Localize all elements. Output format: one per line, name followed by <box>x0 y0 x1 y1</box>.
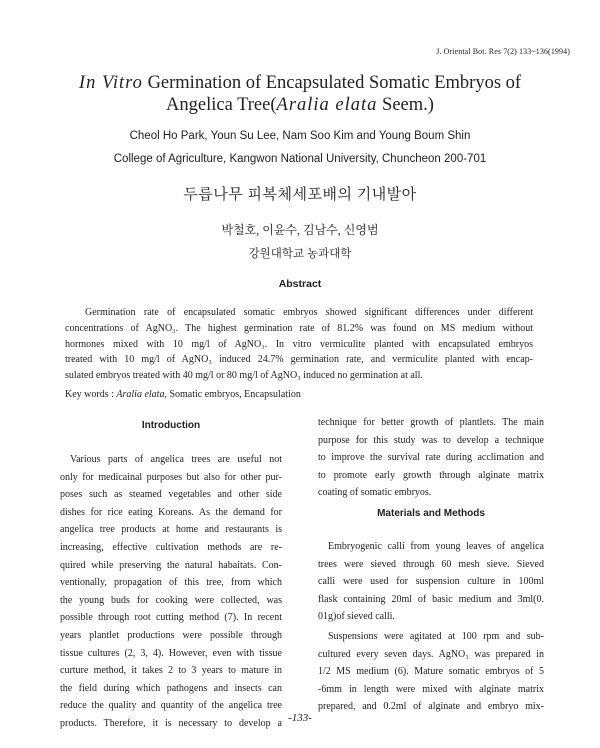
abstract-line: sulated embryos treated with 40 mg/l or 80 mg/l of AgNO₃ induced no germination at all. <box>65 370 423 382</box>
title-line-2-start: Angelica Tree( <box>166 95 277 115</box>
methods-line: prepared, and 0.2ml of alginate and embryo mix- <box>318 701 544 713</box>
journal-reference: J. Oriental Bot. Res 7(2) 133~136(1994) <box>436 47 570 56</box>
intro-line: Various parts of angelica trees are useful not <box>70 454 282 465</box>
affiliation: College of Agriculture, Kangwon National University, Chuncheon 200-701 <box>113 153 487 165</box>
abstract-line: concentrations of AgNO₃. The highest germination rate of 81.2% was found on MS medium without <box>65 322 533 334</box>
title-italic-2: Aralia elata <box>276 95 378 115</box>
keywords <box>65 389 301 400</box>
abstract-line: treated with 10 mg/l of AgNO₃ induced 24.7% germination rate, and vermiculite planted with encap- <box>65 354 533 366</box>
keywords-italic: Aralia elata <box>116 389 165 400</box>
title-italic-1: In Vitro <box>78 73 143 93</box>
korean-affiliation: 강원대학교 농과대학 <box>248 248 352 260</box>
authors: Cheol Ho Park, Youn Su Lee, Nam Soo Kim and Young Boum Shin <box>129 130 471 142</box>
introduction-body <box>60 451 282 733</box>
methods-line: Embryogenic calli from young leaves of angelica <box>328 541 544 552</box>
methods-line: trees were sieved through 60 mesh sieve. Sieved <box>318 558 544 570</box>
keywords-rest: , Somatic embryos, Encapsulation <box>164 389 301 400</box>
intro-line: the young buds for cooking were collected, was <box>60 594 282 606</box>
methods-heading: Materials and Methods <box>377 508 485 519</box>
intro-line: products. Therefore, it is necessary to develop a <box>60 717 282 729</box>
intro-line: tissue cultures (2, 3, 4). However, even with tissue <box>60 647 282 659</box>
intro-line: quired while preserving the natural habaitats. Con- <box>60 559 282 571</box>
methods-paragraph-2 <box>318 628 544 716</box>
abstract-line: hormones mixed with 10 mg/l of AgNO₃. In vitro vermiculite planted with encapsulated embryos <box>65 338 533 350</box>
intro-cont-line: coating of somatic embryos. <box>318 487 432 499</box>
intro-cont-line: technique for better growth of plantlets. The main <box>318 417 544 428</box>
title-line-1: Germination of Encapsulated Somatic Embryos of <box>142 73 522 93</box>
abstract-body <box>65 305 533 384</box>
methods-line: Suspensions were agitated at 100 rpm and sub- <box>328 631 544 642</box>
methods-line: 1/2 MS medium (6). Mature somatic embryos of 5 <box>318 666 544 678</box>
intro-cont-line: purpose for this study was to develop a technique <box>318 434 544 446</box>
korean-title: 두릅나무 피복체세포배의 기내발아 <box>183 187 417 203</box>
intro-line: dishes for rice eating Koreans. As the demand for <box>60 506 282 518</box>
methods-line: cultured every seven days. AgNO₃ was prepared in <box>318 648 544 660</box>
intro-cont-line: to improve the survival rate during acclimation and <box>318 452 544 464</box>
intro-line: ventionally, propagation of this tree, from which <box>60 577 282 589</box>
keywords-label: Key words : <box>65 389 117 400</box>
intro-line: reduce the quality and quantity of the angelica tree <box>60 700 282 712</box>
methods-line: flask containing 20ml of basic medium and 3ml(0. <box>318 593 544 605</box>
introduction-continued <box>318 414 544 502</box>
methods-line: 01g)of sieved calli. <box>318 611 395 623</box>
paper-title <box>0 72 600 116</box>
korean-authors: 박철호, 이윤수, 김남수, 신영범 <box>221 223 379 237</box>
intro-line: increasing, effective cultivation methods are re- <box>60 541 282 553</box>
methods-paragraph-1 <box>318 538 544 626</box>
intro-line: the field during which pathogens and insects can <box>60 682 282 694</box>
page-number: -133- <box>288 712 312 724</box>
intro-line: only for medicainal purposes but also for other pur- <box>60 471 282 483</box>
abstract-line: Germination rate of encapsulated somatic embryos showed significant differences under different <box>85 307 533 318</box>
intro-line: angelica tree products at home and restaurants is <box>60 524 282 536</box>
intro-line: curture method, it takes 2 to 3 years to mature in <box>60 665 282 677</box>
intro-cont-line: to promote early growth through alginate matrix <box>318 469 544 481</box>
intro-line: poses such as steamed vegetables and other side <box>60 489 282 501</box>
title-line-2-end: Seem.) <box>377 95 434 115</box>
intro-line: years plantlet productions were possible through <box>60 629 282 641</box>
introduction-heading: Introduction <box>141 420 201 431</box>
methods-line: calli were used for suspension culture in 100ml <box>318 576 544 588</box>
intro-line: possible through root cutting method (7). In recent <box>60 612 282 624</box>
methods-line: -6mm in length were mixed with alginate matrix <box>318 683 544 695</box>
abstract-heading: Abstract <box>278 278 322 290</box>
